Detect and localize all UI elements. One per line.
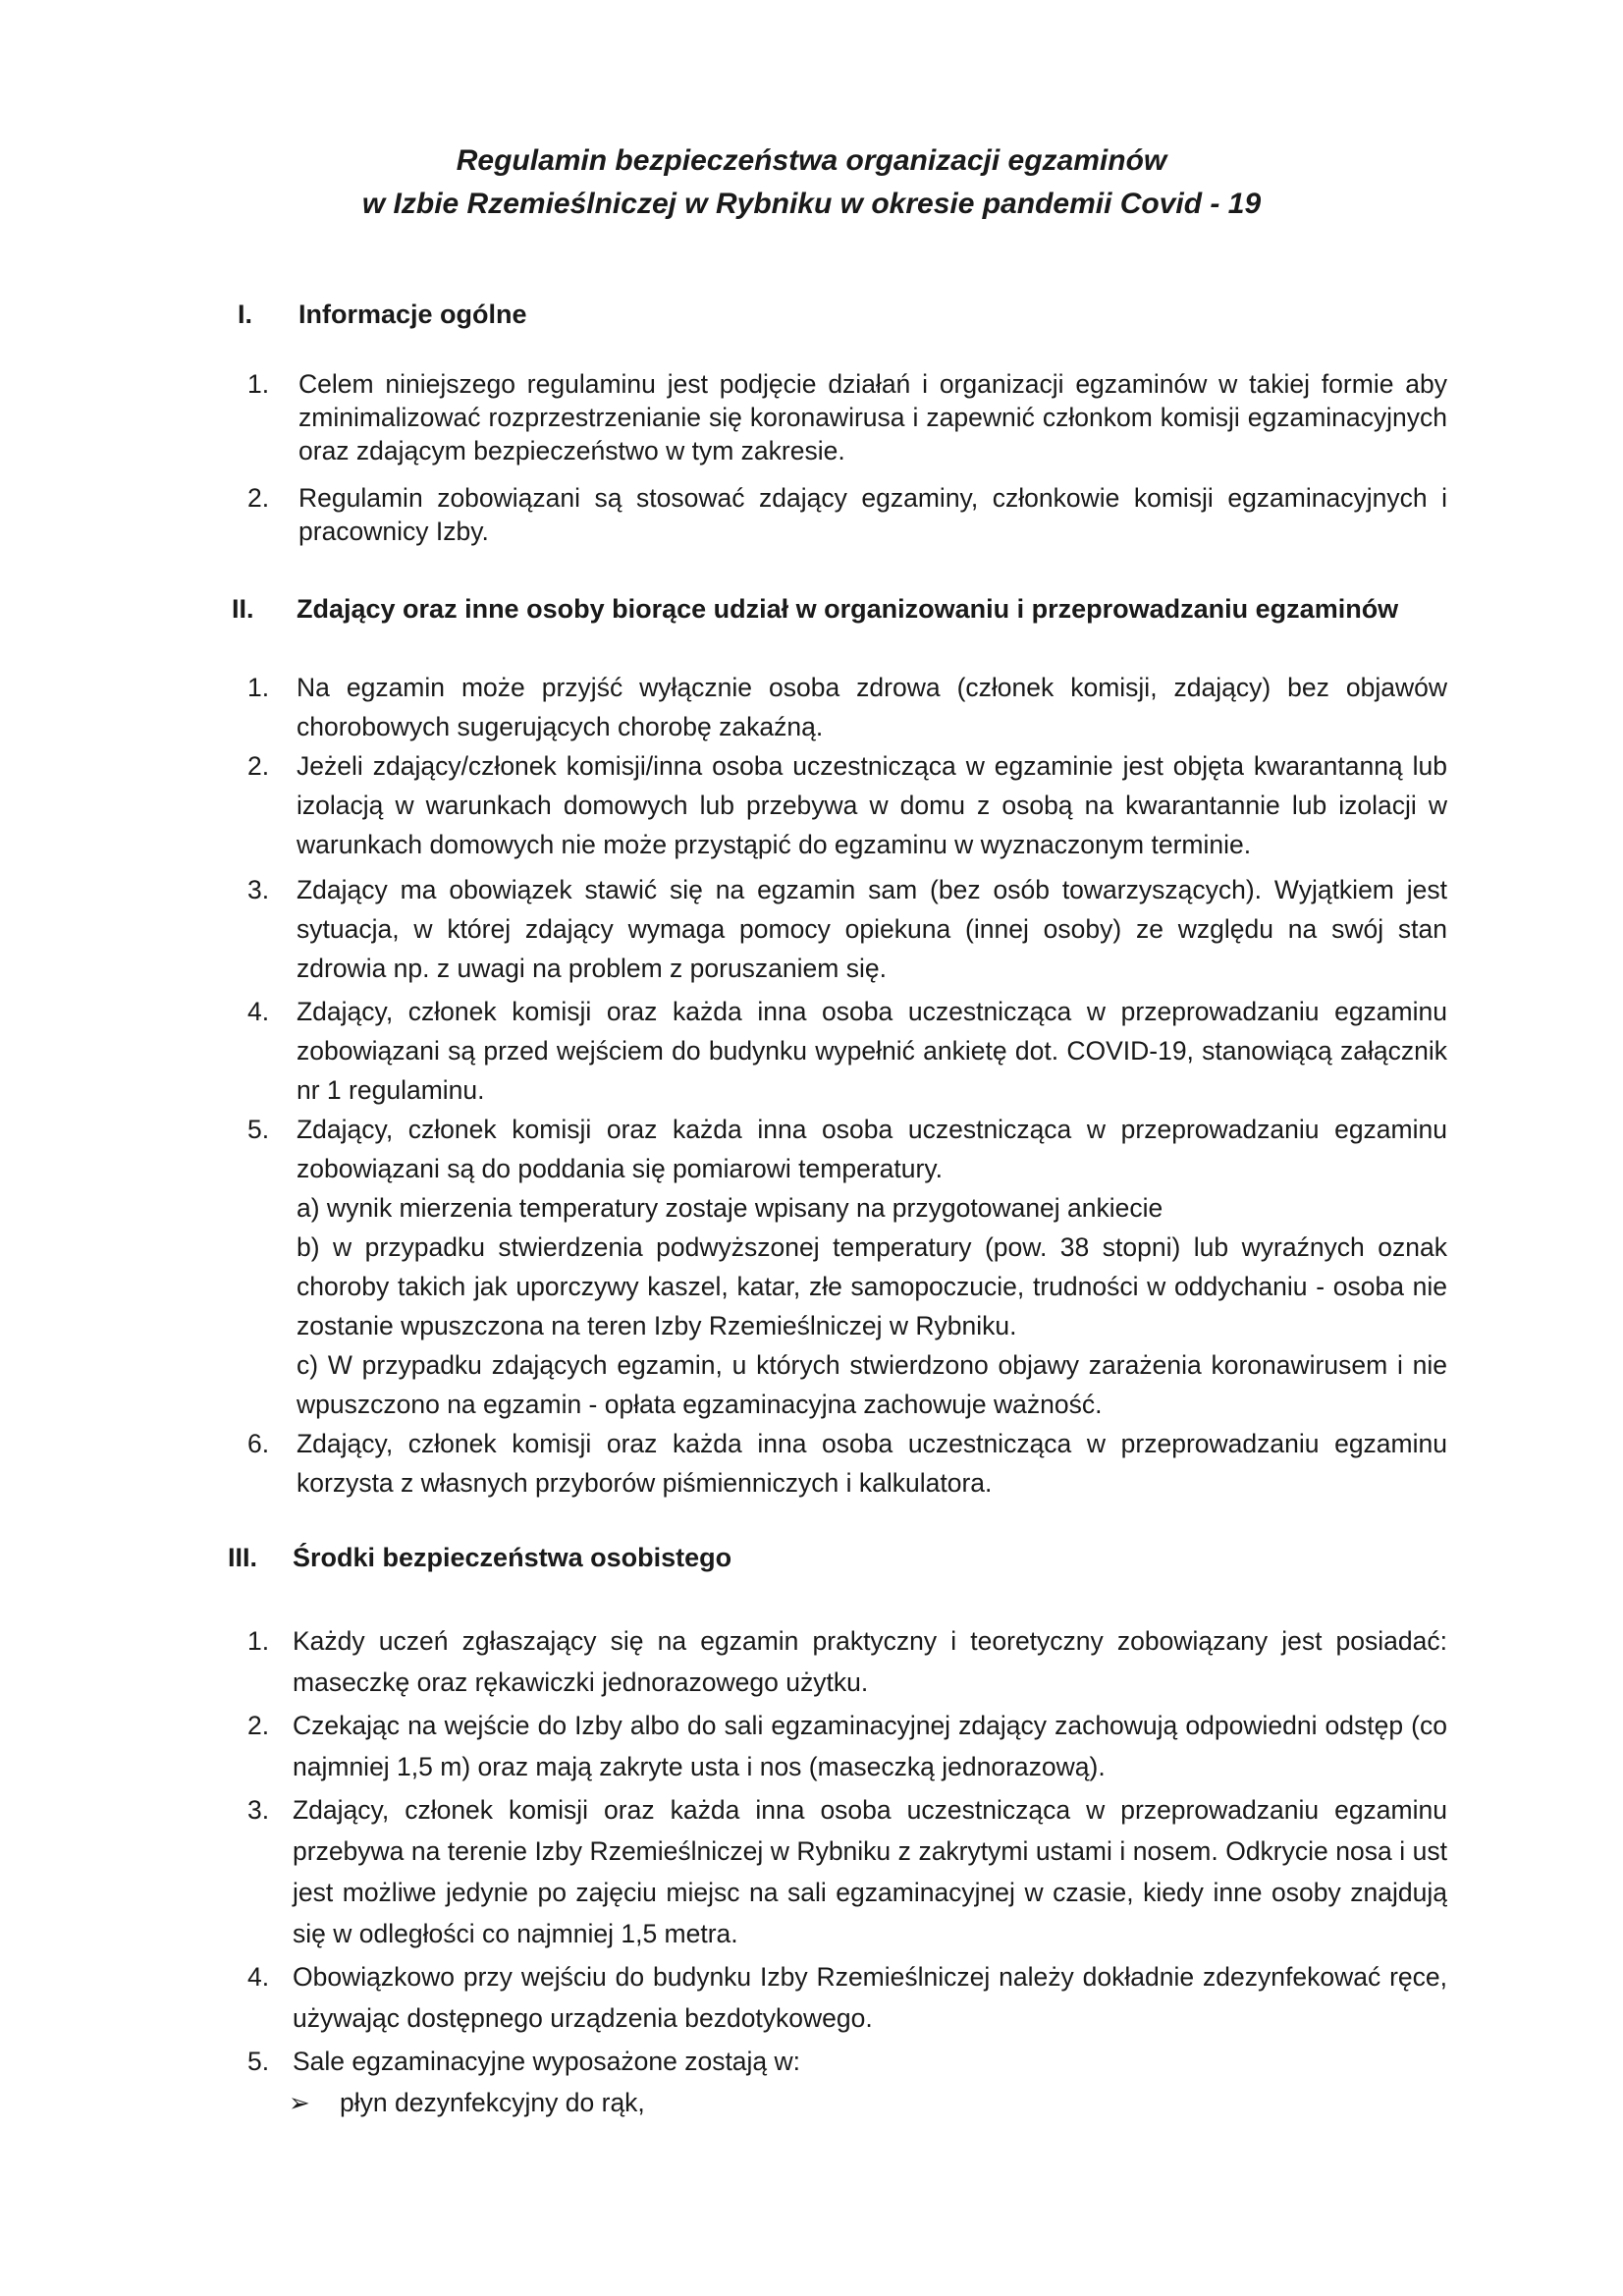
sub-item-b: b) w przypadku stwierdzenia podwyższonej temperatury (pow. 38 stopni) lub wyraźnych oznak choroby takich jak uporczywy kaszel, katar, złe samopoczucie, trudności w oddychaniu - osoba nie zostanie wpuszczona na teren Izby Rzemieślniczej w Rybniku. (297, 1232, 1447, 1340)
item-text: Zdający, członek komisji oraz każda inna osoba uczestnicząca w przeprowadzaniu egzaminu korzysta z własnych przyborów piśmienniczych i kalkulatora. (297, 1429, 1447, 1498)
arrow-bullet-icon: ➢ (289, 2088, 310, 2117)
section-title: Środki bezpieczeństwa osobistego (293, 1543, 732, 1572)
section-title: Zdający oraz inne osoby biorące udział w organizowaniu i przeprowadzaniu egzaminów (297, 594, 1399, 624)
item-text: Czekając na wejście do Izby albo do sali egzaminacyjnej zdający zachowują odpowiedni odstęp (co najmniej 1,5 m) oraz mają zakryte usta i nos (maseczką jednorazową). (293, 1711, 1447, 1781)
item-number: 3. (247, 875, 270, 904)
item-number: 1. (247, 673, 270, 702)
item-text: Zdający, członek komisji oraz każda inna osoba uczestnicząca w przeprowadzaniu egzaminu przebywa na terenie Izby Rzemieślniczej w Rybniku z zakrytymi ustami i nosem. Odkrycie nosa i ust jest możliwe jedynie po zajęciu miejsc na sali egzaminacyjnej w czasie, kiedy inne osoby znajdują się w odległości co najmniej 1,5 metra. (293, 1795, 1447, 1948)
item-text: Zdający, członek komisji oraz każda inna osoba uczestnicząca w przeprowadzaniu egzaminu zobowiązani są przed wejściem do budynku wypełnić ankietę dot. COVID-19, stanowiącą załącznik nr 1 regulaminu. (297, 997, 1447, 1105)
item-number: 1. (247, 1626, 270, 1656)
section-title: Informacje ogólne (298, 300, 527, 329)
item-number: 6. (247, 1429, 270, 1458)
item-number: 5. (247, 1115, 270, 1144)
section-number: III. (228, 1543, 258, 1572)
item-number: 2. (247, 1711, 270, 1740)
bullet-text: płyn dezynfekcyjny do rąk, (340, 2088, 645, 2117)
item-text: Regulamin zobowiązani są stosować zdający egzaminy, członkowie komisji egzaminacyjnych i pracownicy Izby. (298, 483, 1447, 546)
item-text: Sale egzaminacyjne wyposażone zostają w: (293, 2047, 801, 2076)
item-number: 1. (247, 369, 270, 399)
item-text: Obowiązkowo przy wejściu do budynku Izby Rzemieślniczej należy dokładnie zdezynfekować ręce, używając dostępnego urządzenia bezdotykowego. (293, 1962, 1447, 2033)
document-title-line2: w Izbie Rzemieślniczej w Rybniku w okresie pandemii Covid - 19 (361, 188, 1262, 220)
item-number: 4. (247, 1962, 270, 1992)
item-text: Na egzamin może przyjść wyłącznie osoba zdrowa (członek komisji, zdający) bez objawów chorobowych sugerujących chorobę zakaźną. (297, 673, 1447, 741)
sub-item-c: c) W przypadku zdających egzamin, u których stwierdzono objawy zarażenia koronawirusem i nie wpuszczono na egzamin - opłata egzaminacyjna zachowuje ważność. (297, 1350, 1447, 1419)
item-number: 2. (247, 751, 270, 781)
item-text: Zdający ma obowiązek stawić się na egzamin sam (bez osób towarzyszących). Wyjątkiem jest sytuacja, w której zdający wymaga pomocy opiekuna (innej osoby) ze względu na swój stan zdrowia np. z uwagi na problem z poruszaniem się. (297, 875, 1447, 983)
section-number: I. (238, 300, 253, 329)
document-title-line1: Regulamin bezpieczeństwa organizacji egzaminów (456, 144, 1167, 177)
item-text: Celem niniejszego regulaminu jest podjęcie działań i organizacji egzaminów w takiej formie aby zminimalizować rozprzestrzenianie się koronawirusa i zapewnić członkom komisji egzaminacyjnych oraz zdającym bezpieczeństwo w tym zakresie. (298, 369, 1447, 465)
sub-item-a: a) wynik mierzenia temperatury zostaje wpisany na przygotowanej ankiecie (297, 1193, 1163, 1223)
item-number: 2. (247, 483, 270, 513)
section-number: II. (232, 594, 254, 624)
item-number: 4. (247, 997, 270, 1026)
item-number: 5. (247, 2047, 270, 2076)
item-text-block (297, 1110, 1447, 1424)
item-text: Zdający, członek komisji oraz każda inna osoba uczestnicząca w przeprowadzaniu egzaminu zobowiązani są do poddania się pomiarowi temperatury. (297, 1115, 1447, 1183)
item-text: Każdy uczeń zgłaszający się na egzamin praktyczny i teoretyczny zobowiązany jest posiadać: maseczkę oraz rękawiczki jednorazowego użytku. (293, 1626, 1447, 1697)
item-number: 3. (247, 1795, 270, 1825)
item-text: Jeżeli zdający/członek komisji/inna osoba uczestnicząca w egzaminie jest objęta kwarantanną lub izolacją w warunkach domowych lub przebywa w domu z osobą na kwarantannie lub izolacji w warunkach domowych nie może przystąpić do egzaminu w wyznaczonym terminie. (297, 751, 1447, 859)
